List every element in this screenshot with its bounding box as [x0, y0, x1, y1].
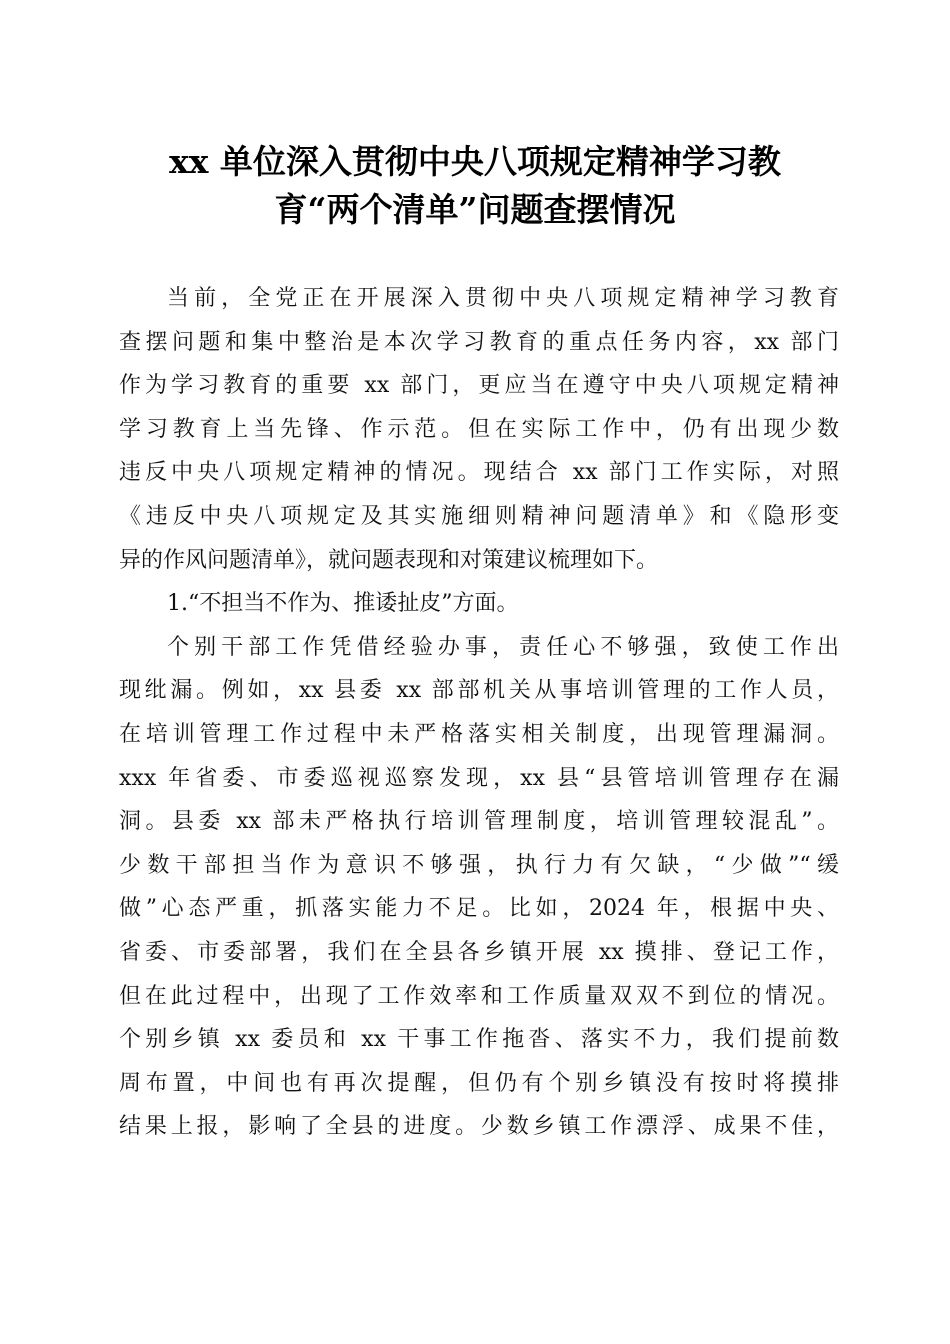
text-line: 但在此过程中，出现了工作效率和工作质量双双不到位的情况。	[119, 983, 839, 1009]
text-line: 学习教育上当先锋、作示范。但在实际工作中，仍有出现少数	[119, 416, 839, 442]
text-line: 结果上报，影响了全县的进度。少数乡镇工作漂浮、成果不佳，	[119, 1114, 839, 1140]
title-line-1: xx 单位深入贯彻中央八项规定精神学习教	[169, 142, 781, 181]
text-line: 少数干部担当作为意识不够强，执行力有欠缺，“少做”“缓	[119, 852, 839, 878]
section-heading-1	[119, 582, 839, 626]
text-line: 个别干部工作凭借经验办事，责任心不够强，致使工作出	[167, 634, 839, 660]
section-heading-text: 1.“不担当不作为、推诿扯皮”方面。	[167, 591, 519, 617]
title-line-2: 育“两个清单”问题查摆情况	[274, 190, 676, 229]
paragraph-section-1	[119, 626, 839, 1149]
text-line: 现纰漏。例如，xx 县委 xx 部部机关从事培训管理的工作人员，	[119, 678, 839, 704]
text-line: 洞。县委 xx 部未严格执行培训管理制度，培训管理较混乱”。	[119, 809, 839, 835]
document-body	[119, 277, 839, 1149]
document-title	[100, 138, 850, 234]
text-line: 违反中央八项规定精神的情况。现结合 xx 部门工作实际，对照	[119, 460, 839, 486]
text-line: 《违反中央八项规定及其实施细则精神问题清单》和《隐形变	[119, 503, 839, 529]
paragraph-intro	[119, 277, 839, 582]
text-line: 周布置，中间也有再次提醒，但仍有个别乡镇没有按时将摸排	[119, 1070, 839, 1096]
text-line: 个别乡镇 xx 委员和 xx 干事工作拖沓、落实不力，我们提前数	[119, 1027, 839, 1053]
text-line: 省委、市委部署，我们在全县各乡镇开展 xx 摸排、登记工作，	[119, 939, 839, 965]
text-line: 作为学习教育的重要 xx 部门，更应当在遵守中央八项规定精神	[119, 373, 839, 399]
text-line: 查摆问题和集中整治是本次学习教育的重点任务内容，xx 部门	[119, 329, 839, 355]
text-line: xxx 年省委、市委巡视巡察发现，xx 县“县管培训管理存在漏	[119, 765, 839, 791]
text-line: 当前，全党正在开展深入贯彻中央八项规定精神学习教育	[167, 286, 839, 311]
text-line: 做”心态严重，抓落实能力不足。比如，2024 年，根据中央、	[119, 896, 839, 922]
text-line: 在培训管理工作过程中未严格落实相关制度，出现管理漏洞。	[119, 721, 839, 747]
text-line: 异的作风问题清单》，就问题表现和对策建议梳理如下。	[119, 547, 659, 573]
